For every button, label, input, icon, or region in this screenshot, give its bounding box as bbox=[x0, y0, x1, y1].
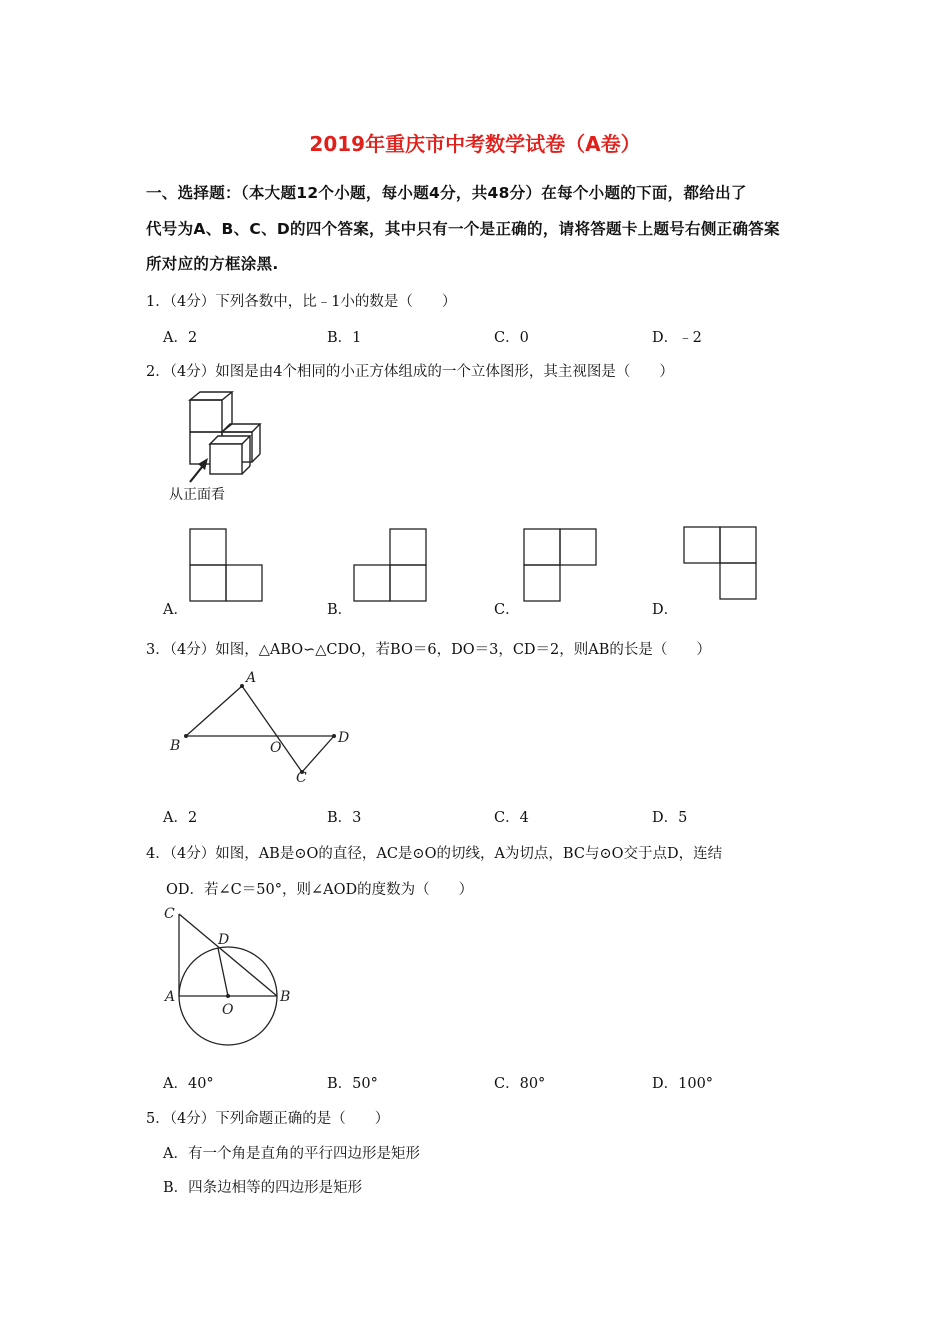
q2-option-b: B． bbox=[327, 602, 353, 618]
question-5-stem: 5．（4分）下列命题正确的是（ ） bbox=[146, 1111, 390, 1127]
q4-label-c: C bbox=[164, 906, 175, 922]
q3-option-c: C．4 bbox=[494, 810, 529, 826]
q3-option-b: B．3 bbox=[327, 810, 362, 826]
q4-option-d: D．100° bbox=[652, 1076, 714, 1092]
q4-label-d: D bbox=[218, 932, 230, 948]
question-1-stem: 1．（4分）下列各数中，比﹣1小的数是（ ） bbox=[146, 294, 457, 310]
q1-option-a: A．2 bbox=[163, 330, 198, 346]
q3-label-d: D bbox=[338, 730, 350, 746]
q2-option-b-figure bbox=[350, 527, 430, 603]
q2-option-c: C． bbox=[494, 602, 520, 618]
q4-label-o: O bbox=[222, 1002, 234, 1018]
q3-label-c: C bbox=[296, 770, 307, 786]
q4-label-b: B bbox=[280, 989, 291, 1005]
q3-option-d: D．5 bbox=[652, 810, 688, 826]
q4-option-a: A．40° bbox=[163, 1076, 214, 1092]
q4-option-b: B．50° bbox=[327, 1076, 378, 1092]
question-3-stem: 3．（4分）如图，△ABO∽△CDO，若BO＝6，DO＝3，CD＝2，则AB的长是（ ） bbox=[146, 642, 711, 658]
q2-option-c-figure bbox=[520, 527, 600, 603]
question-4-stem-line-1: 4．（4分）如图，AB是⊙O的直径，AC是⊙O的切线，A为切点，BC与⊙O交于点D，连结 bbox=[146, 846, 723, 862]
exam-title: 2019年重庆市中考数学试卷（A卷） bbox=[309, 132, 641, 156]
q2-figure-caption: 从正面看 bbox=[169, 487, 225, 503]
q1-option-d: D．﹣2 bbox=[652, 330, 702, 346]
q4-option-c: C．80° bbox=[494, 1076, 546, 1092]
question-4-stem-line-2: OD．若∠C＝50°，则∠AOD的度数为（ ） bbox=[166, 882, 474, 898]
q3-label-b: B bbox=[170, 738, 181, 754]
arrow-head bbox=[198, 458, 208, 470]
q5-option-b: B．四条边相等的四边形是矩形 bbox=[163, 1180, 363, 1196]
q2-option-a: A． bbox=[163, 602, 188, 618]
q1-option-c: C．0 bbox=[494, 330, 529, 346]
q4-circle-figure bbox=[160, 902, 300, 1052]
section-heading-line-2: 代号为A、B、C、D的四个答案，其中只有一个是正确的，请将答题卡上题号右侧正确答案 bbox=[146, 220, 780, 238]
q2-option-d-figure bbox=[680, 525, 760, 601]
q3-option-a: A．2 bbox=[163, 810, 198, 826]
q2-option-a-figure bbox=[186, 527, 266, 603]
q5-option-a: A．有一个角是直角的平行四边形是矩形 bbox=[163, 1146, 420, 1162]
q1-option-b: B．1 bbox=[327, 330, 362, 346]
q3-label-a: A bbox=[246, 670, 257, 686]
question-2-stem: 2．（4分）如图是由4个相同的小正方体组成的一个立体图形，其主视图是（ ） bbox=[146, 364, 674, 380]
q4-label-a: A bbox=[165, 989, 176, 1005]
q3-label-o: O bbox=[270, 740, 282, 756]
section-heading-line-1: 一、选择题：（本大题12个小题，每小题4分，共48分）在每个小题的下面，都给出了 bbox=[146, 184, 747, 202]
section-heading-line-3: 所对应的方框涂黑. bbox=[146, 255, 279, 273]
q2-option-d: D． bbox=[652, 602, 679, 618]
q3-triangle-figure bbox=[160, 664, 370, 786]
